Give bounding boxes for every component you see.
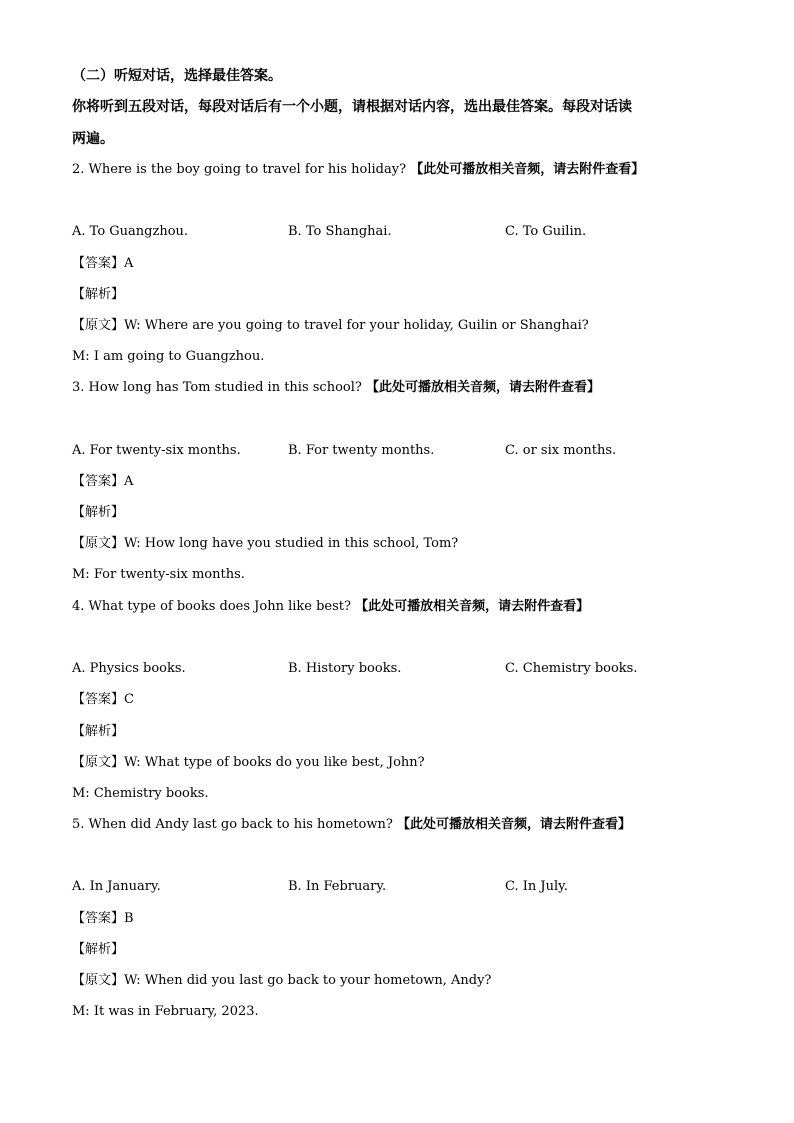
question-2-answer <box>72 255 133 273</box>
answer-label: 【答案】 <box>72 256 125 271</box>
question-4-analysis-label: 【解析】 <box>72 724 125 739</box>
question-2-stem <box>72 161 644 179</box>
answer-value: A <box>124 474 134 489</box>
original-label: 【原文】 <box>72 973 125 988</box>
audio-note: 【此处可播放相关音频，请去附件查看】 <box>366 380 601 395</box>
question-5-option-a: A. In January. <box>72 879 161 894</box>
question-stem: 2. Where is the boy going to travel for his holiday? <box>72 162 407 177</box>
question-stem: 3. How long has Tom studied in this school? <box>72 380 362 395</box>
answer-value: A <box>124 256 134 271</box>
question-4-option-a: A. Physics books. <box>72 661 186 676</box>
answer-label: 【答案】 <box>72 474 125 489</box>
script-w: W: How long have you studied in this school, Tom? <box>124 536 459 551</box>
audio-note: 【此处可播放相关音频，请去附件查看】 <box>396 817 631 832</box>
question-5-answer <box>72 910 134 928</box>
question-4-answer <box>72 691 134 709</box>
question-3-option-a: A. For twenty-six months. <box>72 443 241 458</box>
question-3-analysis-label: 【解析】 <box>72 505 125 520</box>
answer-value: C <box>124 692 134 707</box>
question-2-option-b: B. To Shanghai. <box>288 224 392 239</box>
original-label: 【原文】 <box>72 318 125 333</box>
question-stem: 4. What type of books does John like best? <box>72 599 351 614</box>
question-5-analysis-label: 【解析】 <box>72 942 125 957</box>
answer-label: 【答案】 <box>72 692 125 707</box>
answer-label: 【答案】 <box>72 911 125 926</box>
question-2-script-m: M: I am going to Guangzhou. <box>72 349 265 364</box>
question-5-script-m: M: It was in February, 2023. <box>72 1004 259 1019</box>
question-2-script-w <box>72 317 589 335</box>
question-3-option-c: C. or six months. <box>505 443 617 458</box>
script-w: W: What type of books do you like best, John? <box>124 755 425 770</box>
question-5-option-b: B. In February. <box>288 879 387 894</box>
question-4-option-c: C. Chemistry books. <box>505 661 638 676</box>
question-2-analysis-label: 【解析】 <box>72 287 125 302</box>
question-5-stem <box>72 816 631 834</box>
question-4-script-w <box>72 754 425 772</box>
section-instruction-line2: 两遍。 <box>72 131 114 147</box>
question-2-option-c: C. To Guilin. <box>505 224 587 239</box>
original-label: 【原文】 <box>72 755 125 770</box>
section-title: （二）听短对话，选择最佳答案。 <box>72 68 282 84</box>
script-w: W: Where are you going to travel for your holiday, Guilin or Shanghai? <box>124 318 589 333</box>
question-stem: 5. When did Andy last go back to his hometown? <box>72 817 393 832</box>
audio-note: 【此处可播放相关音频，请去附件查看】 <box>410 162 645 177</box>
question-5-option-c: C. In July. <box>505 879 568 894</box>
question-2-option-a: A. To Guangzhou. <box>72 224 189 239</box>
question-4-script-m: M: Chemistry books. <box>72 786 209 801</box>
script-w: W: When did you last go back to your hometown, Andy? <box>124 973 492 988</box>
section-instruction-line1: 你将听到五段对话，每段对话后有一个小题，请根据对话内容，选出最佳答案。每段对话读 <box>72 99 632 115</box>
audio-note: 【此处可播放相关音频，请去附件查看】 <box>355 599 590 614</box>
original-label: 【原文】 <box>72 536 125 551</box>
question-3-option-b: B. For twenty months. <box>288 443 435 458</box>
question-3-script-m: M: For twenty-six months. <box>72 567 245 582</box>
question-3-script-w <box>72 535 458 553</box>
question-3-stem <box>72 379 600 397</box>
question-3-answer <box>72 473 133 491</box>
question-4-stem <box>72 598 589 616</box>
question-4-option-b: B. History books. <box>288 661 402 676</box>
answer-value: B <box>124 911 134 926</box>
question-5-script-w <box>72 972 491 990</box>
